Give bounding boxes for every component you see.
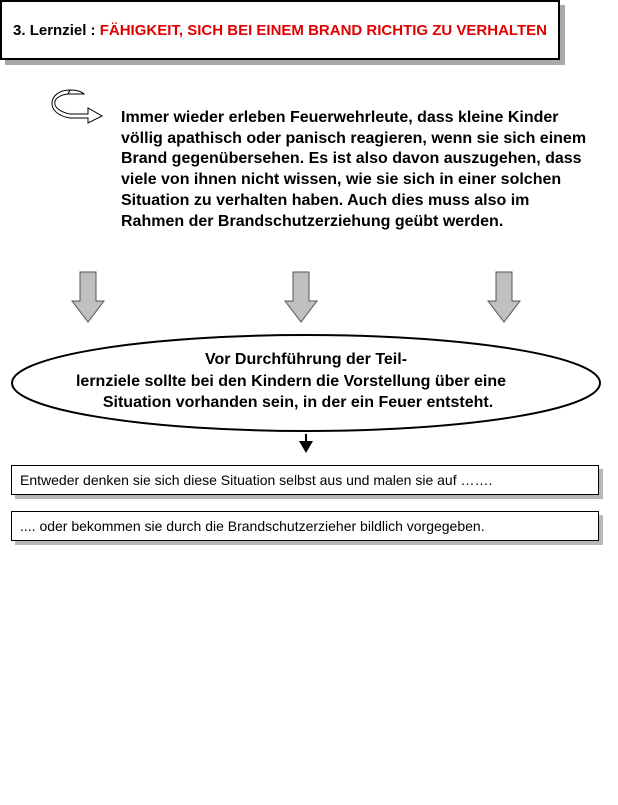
option-box-given-by-educators xyxy=(11,511,599,541)
prerequisite-ellipse xyxy=(10,333,602,433)
title-goal: FÄHIGKEIT, SICH BEI EINEM BRAND RICHTIG ZU VERHALTEN xyxy=(99,21,547,39)
option-text-2: .... oder bekommen sie durch die Brandschutzerzieher bildlich vorgegeben. xyxy=(20,518,485,534)
ellipse-line-2: lernziele sollte bei den Kindern die Vorstellung über eine xyxy=(75,372,506,390)
intro-paragraph: Immer wieder erleben Feuerwehrleute, dass kleine Kinder völlig apathisch oder panisch reagieren, wenn sie sich einem Brand gegenübersehen. Es ist also davon auszugehen, dass viele von ihnen nicht wissen, wie sie sich in einer solchen Situation zu verhalten haben. Auch dies muss also im Rahmen der Brandschutzerziehung geübt werden. xyxy=(121,109,587,230)
curved-arrow-icon xyxy=(48,88,108,124)
ellipse-line-3: Situation vorhanden sein, in der ein Feuer entsteht. xyxy=(102,394,494,411)
down-arrow-left-icon xyxy=(71,271,105,323)
title-prefix: 3. Lernziel : xyxy=(13,21,100,39)
option-text-1: Entweder denken sie sich diese Situation selbst aus und malen sie auf ……. xyxy=(20,472,493,488)
down-arrow-right-icon xyxy=(487,271,521,323)
ellipse-text xyxy=(10,349,602,414)
down-arrow-center-icon xyxy=(284,271,318,323)
ellipse-line-1: Vor Durchführung der Teil- xyxy=(204,351,408,368)
small-down-arrow-icon xyxy=(298,434,314,454)
option-box-draw-themselves xyxy=(11,465,599,495)
page-title xyxy=(13,20,547,41)
title-box xyxy=(0,0,560,60)
